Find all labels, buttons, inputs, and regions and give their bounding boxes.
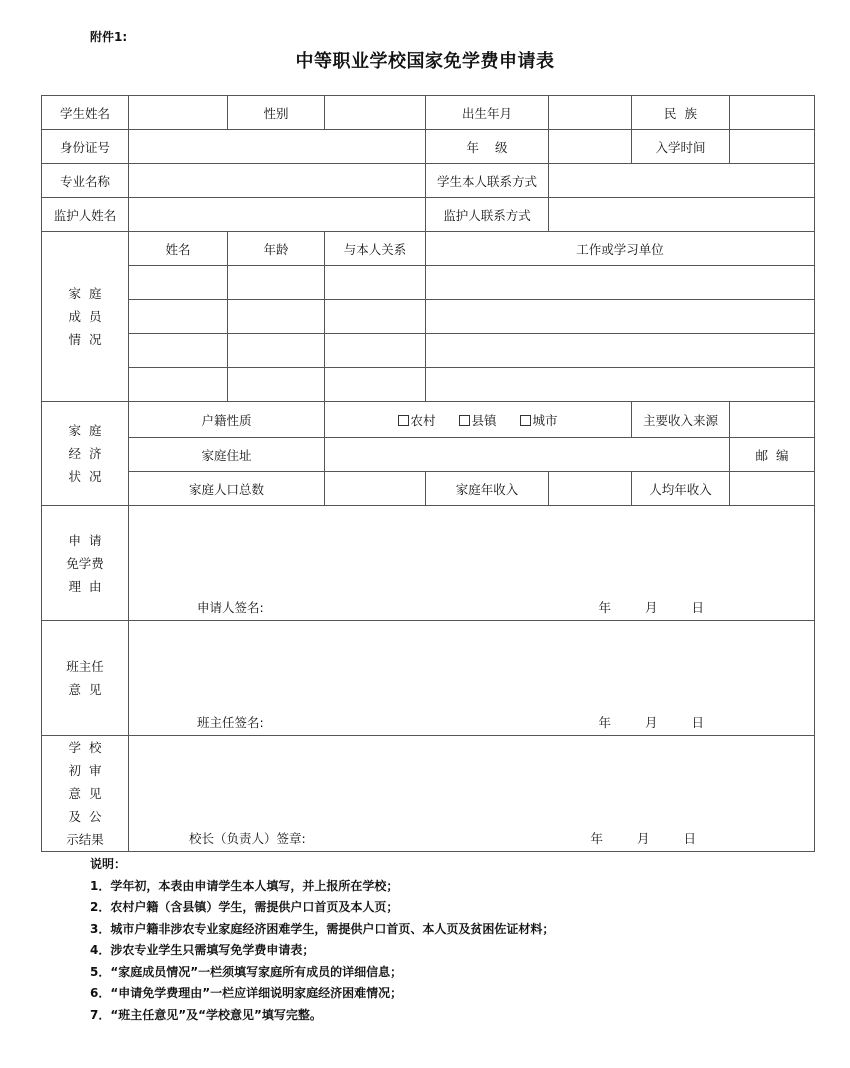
application-form bbox=[41, 95, 815, 852]
member-name-cell[interactable] bbox=[129, 368, 228, 402]
per-capita-income-label: 人均年收入 bbox=[632, 472, 730, 506]
family-members-section-label bbox=[42, 232, 129, 402]
date-year: 年 bbox=[590, 831, 604, 846]
date-line bbox=[591, 829, 696, 847]
household-size-label: 家庭人口总数 bbox=[129, 472, 325, 506]
member-work-cell[interactable] bbox=[426, 334, 815, 368]
option-label: 城市 bbox=[532, 412, 558, 428]
enroll-time-label: 入学时间 bbox=[632, 130, 730, 164]
section-label-line: 家 庭 bbox=[68, 286, 102, 301]
id-number-field[interactable] bbox=[129, 130, 426, 164]
member-age-cell[interactable] bbox=[228, 368, 325, 402]
option-label: 农村 bbox=[410, 412, 436, 428]
id-number-label: 身份证号 bbox=[42, 130, 129, 164]
member-age-cell[interactable] bbox=[228, 300, 325, 334]
checkbox-icon bbox=[459, 415, 470, 426]
member-work-cell[interactable] bbox=[426, 368, 815, 402]
reason-section-label bbox=[42, 506, 129, 621]
section-label-line: 学 校 bbox=[68, 740, 102, 755]
table-row bbox=[42, 334, 815, 368]
income-source-field[interactable] bbox=[730, 402, 815, 438]
date-month: 月 bbox=[637, 831, 650, 846]
member-name-header: 姓名 bbox=[129, 232, 228, 266]
member-age-cell[interactable] bbox=[228, 334, 325, 368]
table-row bbox=[42, 300, 815, 334]
student-contact-field[interactable] bbox=[549, 164, 815, 198]
option-rural[interactable] bbox=[398, 413, 435, 428]
major-field[interactable] bbox=[129, 164, 426, 198]
date-line bbox=[599, 713, 704, 731]
annual-income-label: 家庭年收入 bbox=[426, 472, 549, 506]
address-field[interactable] bbox=[325, 438, 730, 472]
member-relation-cell[interactable] bbox=[325, 300, 426, 334]
date-month: 月 bbox=[645, 715, 658, 730]
guardian-contact-label: 监护人联系方式 bbox=[426, 198, 549, 232]
household-type-options bbox=[325, 402, 632, 438]
date-year: 年 bbox=[598, 715, 612, 730]
school-opinion-field[interactable] bbox=[129, 736, 815, 852]
list-item: 4．涉农专业学生只需填写免学费申请表； bbox=[90, 943, 315, 957]
applicant-signature-label: 申请人签名: bbox=[197, 600, 264, 615]
section-label-line: 示结果 bbox=[66, 832, 104, 847]
section-label-line: 申 请 bbox=[68, 532, 102, 548]
student-name-field[interactable] bbox=[129, 96, 228, 130]
notes-heading: 说明： bbox=[90, 857, 127, 871]
member-relation-header: 与本人关系 bbox=[325, 232, 426, 266]
member-work-header: 工作或学习单位 bbox=[426, 232, 815, 266]
member-relation-cell[interactable] bbox=[325, 266, 426, 300]
date-line bbox=[599, 598, 704, 616]
checkbox-icon bbox=[520, 415, 531, 426]
member-work-cell[interactable] bbox=[426, 266, 815, 300]
member-name-cell[interactable] bbox=[129, 334, 228, 368]
section-label-line: 意 见 bbox=[68, 786, 102, 801]
teacher-section-label bbox=[42, 621, 129, 736]
member-name-cell[interactable] bbox=[129, 300, 228, 334]
member-name-cell[interactable] bbox=[129, 266, 228, 300]
birth-label: 出生年月 bbox=[426, 96, 549, 130]
section-label-line: 免学费 bbox=[66, 555, 104, 571]
postcode-label: 邮 编 bbox=[730, 438, 815, 472]
section-label-line: 家 庭 bbox=[68, 423, 102, 438]
notes-section bbox=[90, 854, 554, 1026]
section-label-line: 状 况 bbox=[68, 469, 102, 484]
list-item: 7．“班主任意见”及“学校意见”填写完整。 bbox=[90, 1007, 322, 1022]
guardian-name-field[interactable] bbox=[129, 198, 426, 232]
list-item: 6．“申请免学费理由”一栏应详细说明家庭经济困难情况； bbox=[90, 986, 403, 1000]
section-label-line: 意 见 bbox=[68, 682, 102, 697]
member-relation-cell[interactable] bbox=[325, 334, 426, 368]
section-label-line: 成 员 bbox=[68, 309, 102, 324]
option-city[interactable] bbox=[520, 413, 557, 428]
list-item: 5．“家庭成员情况”一栏须填写家庭所有成员的详细信息； bbox=[90, 964, 403, 979]
list-item: 2．农村户籍（含县镇）学生，需提供户口首页及本人页； bbox=[90, 900, 399, 914]
birth-field[interactable] bbox=[549, 96, 632, 130]
section-label-line: 情 况 bbox=[68, 332, 102, 347]
member-age-cell[interactable] bbox=[228, 266, 325, 300]
date-day: 日 bbox=[683, 831, 696, 846]
per-capita-income-field[interactable] bbox=[730, 472, 815, 506]
date-day: 日 bbox=[691, 600, 704, 615]
annual-income-field[interactable] bbox=[549, 472, 632, 506]
grade-field[interactable] bbox=[549, 130, 632, 164]
family-economy-section-label bbox=[42, 402, 129, 506]
table-row bbox=[42, 266, 815, 300]
teacher-signature-label: 班主任签名: bbox=[197, 715, 264, 730]
member-work-cell[interactable] bbox=[426, 300, 815, 334]
guardian-name-label: 监护人姓名 bbox=[42, 198, 129, 232]
section-label-line: 及 公 bbox=[68, 809, 102, 824]
guardian-contact-field[interactable] bbox=[549, 198, 815, 232]
section-label-line: 经 济 bbox=[68, 446, 102, 461]
income-source-label: 主要收入来源 bbox=[632, 402, 730, 438]
form-title: 中等职业学校国家免学费申请表 bbox=[295, 51, 555, 72]
gender-label: 性别 bbox=[228, 96, 325, 130]
section-label-line: 初 审 bbox=[68, 763, 102, 778]
date-year: 年 bbox=[598, 600, 612, 615]
member-relation-cell[interactable] bbox=[325, 368, 426, 402]
school-section-label bbox=[42, 736, 129, 852]
table-row bbox=[42, 368, 815, 402]
address-label: 家庭住址 bbox=[129, 438, 325, 472]
list-item: 1．学年初，本表由申请学生本人填写，并上报所在学校； bbox=[90, 878, 399, 893]
section-label-line: 理 由 bbox=[68, 578, 102, 594]
reason-field[interactable] bbox=[129, 506, 815, 621]
teacher-opinion-field[interactable] bbox=[129, 621, 815, 736]
household-type-label: 户籍性质 bbox=[129, 402, 325, 438]
grade-label: 年 级 bbox=[426, 130, 549, 164]
option-county[interactable] bbox=[459, 413, 496, 428]
ethnic-field[interactable] bbox=[730, 96, 815, 130]
student-contact-label: 学生本人联系方式 bbox=[426, 164, 549, 198]
date-month: 月 bbox=[645, 600, 658, 615]
student-name-label: 学生姓名 bbox=[42, 96, 129, 130]
checkbox-icon bbox=[398, 415, 409, 426]
household-size-field[interactable] bbox=[325, 472, 426, 506]
list-item: 3．城市户籍非涉农专业家庭经济困难学生，需提供户口首页、本人页及贫困佐证材料； bbox=[90, 921, 555, 936]
section-label-line: 班主任 bbox=[66, 659, 104, 674]
date-day: 日 bbox=[691, 715, 704, 730]
enroll-time-field[interactable] bbox=[730, 130, 815, 164]
ethnic-label: 民 族 bbox=[632, 96, 730, 130]
option-label: 县镇 bbox=[471, 412, 497, 428]
major-label: 专业名称 bbox=[42, 164, 129, 198]
attachment-label: 附件1: bbox=[90, 30, 128, 44]
member-age-header: 年龄 bbox=[228, 232, 325, 266]
gender-field[interactable] bbox=[325, 96, 426, 130]
principal-signature-label: 校长（负责人）签章: bbox=[189, 831, 306, 846]
